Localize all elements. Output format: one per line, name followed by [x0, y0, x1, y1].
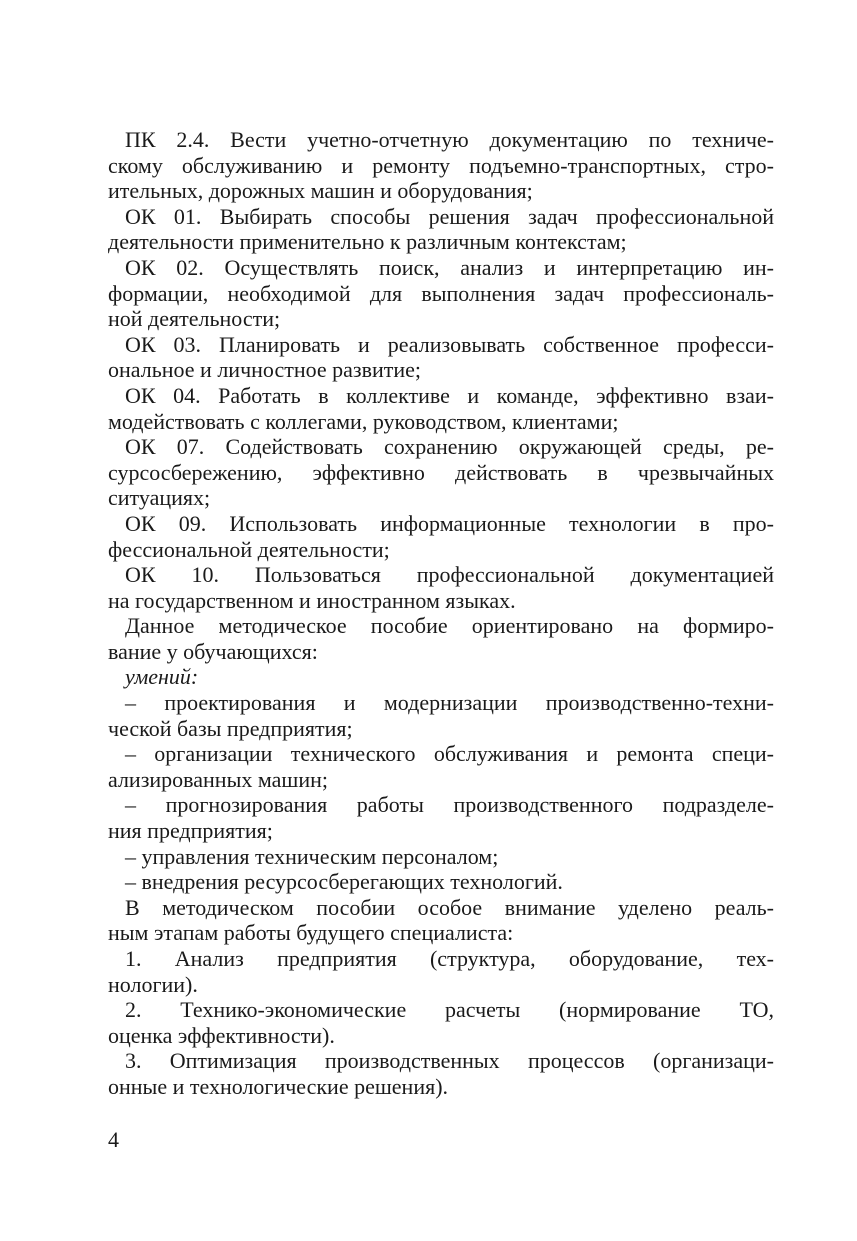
- text-line: оценка эффективности).: [108, 1022, 335, 1048]
- text-line: сурсосбережению, эффективно действовать в чрезвычайных: [108, 459, 774, 485]
- page-number: 4: [108, 1127, 119, 1152]
- text-line: 2. Технико-экономические расчеты (нормирование ТО,: [125, 997, 774, 1023]
- text-line: ния предприятия;: [108, 818, 273, 844]
- text-line: ительных, дорожных машин и оборудования;: [108, 178, 533, 204]
- text-line: – проектирования и модернизации производственно-техни-: [125, 690, 774, 716]
- text-line: нологии).: [108, 971, 198, 997]
- text-line: ОК 09. Использовать информационные технологии в про-: [125, 510, 774, 536]
- text-line: ОК 02. Осуществлять поиск, анализ и интерпретацию ин-: [125, 254, 774, 280]
- text-line: Данное методическое пособие ориентировано на формиро-: [125, 613, 774, 639]
- text-line: ализированных машин;: [108, 766, 328, 792]
- text-line: ПК 2.4. Вести учетно-отчетную документацию по техниче-: [125, 127, 774, 152]
- text-line: формации, необходимой для выполнения задач профессиональ-: [108, 280, 774, 306]
- text-line: ОК 10. Пользоваться профессиональной документацией: [125, 562, 774, 588]
- text-line: ситуациях;: [108, 485, 211, 511]
- text-line: вание у обучающихся:: [108, 638, 318, 664]
- text-line: В методическом пособии особое внимание уделено реаль-: [125, 894, 774, 920]
- text-line: на государственном и иностранном языках.: [108, 587, 516, 613]
- text-line: ческой базы предприятия;: [108, 715, 353, 741]
- text-line: 3. Оптимизация производственных процессов (организаци-: [125, 1048, 774, 1074]
- text-line: скому обслуживанию и ремонту подъемно-транспортных, стро-: [108, 152, 774, 178]
- text-line: 1. Анализ предприятия (структура, оборудование, тех-: [125, 946, 774, 971]
- text-line: фессиональной деятельности;: [108, 536, 390, 562]
- text-line: ОК 03. Планировать и реализовывать собственное професси-: [125, 331, 774, 357]
- text-line: – внедрения ресурсосберегающих технологий.: [125, 869, 563, 895]
- document-body: [108, 127, 774, 1100]
- text-line: ной деятельности;: [108, 306, 281, 332]
- text-line: ным этапам работы будущего специалиста:: [108, 920, 514, 946]
- text-line: ональное и личностное развитие;: [108, 357, 422, 383]
- text-line: – прогнозирования работы производственного подразделе-: [125, 792, 774, 818]
- text-line: ОК 07. Содействовать сохранению окружающей среды, ре-: [125, 434, 774, 460]
- text-line: онные и технологические решения).: [108, 1073, 449, 1099]
- text-line: деятельности применительно к различным контекстам;: [108, 229, 627, 255]
- text-line: – управления техническим персоналом;: [125, 843, 499, 869]
- text-line: ОК 01. Выбирать способы решения задач профессиональной: [125, 203, 774, 229]
- text-line: – организации технического обслуживания и ремонта специ-: [125, 741, 774, 767]
- text-line: модействовать с коллегами, руководством, клиентами;: [108, 408, 619, 434]
- text-line: ОК 04. Работать в коллективе и команде, эффективно взаи-: [125, 382, 774, 408]
- text-line: умений:: [125, 664, 199, 690]
